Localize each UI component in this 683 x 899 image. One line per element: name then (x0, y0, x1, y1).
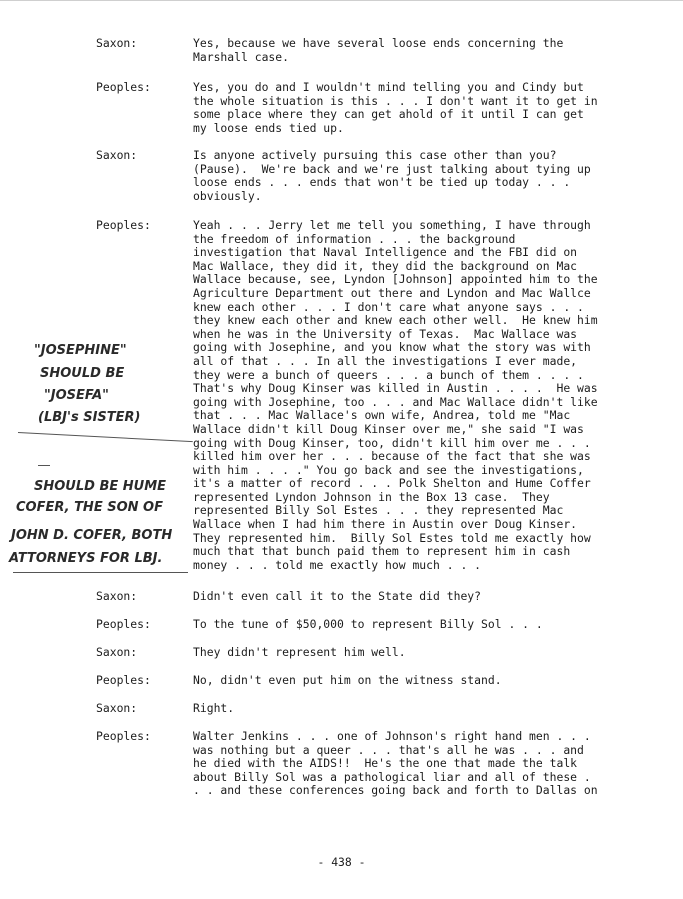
note-josephine-line1: "JOSEPHINE" (34, 343, 127, 358)
speech-line: investigation that Naval Intelligence and the FBI did on (193, 245, 578, 260)
speech-line: about Billy Sol was a pathological liar and all of these . (193, 769, 591, 784)
speech-line: Mac Wallace, they did it, they did the background on Mac (193, 258, 578, 273)
speaker-label: Peoples: (96, 80, 151, 94)
speech-line: Right. (193, 701, 235, 715)
speech-line: it's a matter of record . . . Polk Shelton and Hume Coffer (193, 476, 591, 491)
speech-line: with him . . . ." You go back and see the investigations, (193, 462, 584, 477)
speech-line: my loose ends tied up. (193, 120, 344, 135)
speech-line: Yeah . . . Jerry let me tell you something, I have through (193, 218, 591, 232)
speaker-label: Saxon: (96, 148, 138, 162)
speech-line: Agriculture Department out there and Lyndon and Mac Wallce (193, 285, 591, 300)
speech-text (193, 618, 673, 632)
note-cofer-line4: ATTORNEYS FOR LBJ. (9, 551, 163, 566)
speech-line: that . . . Mac Wallace's own wife, Andrea, told me "Mac (193, 408, 571, 423)
annotation-underline (13, 572, 188, 573)
speaker-label: Peoples: (96, 617, 151, 631)
speech-text (193, 674, 673, 688)
speaker-label: Saxon: (96, 589, 138, 603)
speech-text (193, 730, 673, 798)
speech-line: was nothing but a queer . . . that's all he was . . . and (193, 742, 584, 757)
speech-line: much that that bunch paid them to represent him in cash (193, 544, 571, 559)
speech-line: they knew each other and knew each other well. He knew him (193, 313, 598, 328)
speech-line: To the tune of $50,000 to represent Billy Sol . . . (193, 617, 543, 631)
page-top-edge (0, 0, 683, 1)
speaker-label: Saxon: (96, 701, 138, 715)
page-number: - 438 - (317, 855, 366, 869)
speech-line: knew each other . . . I don't care what anyone says . . . (193, 299, 584, 314)
speech-line: Is anyone actively pursuing this case other than you? (193, 148, 557, 162)
speaker-label: Saxon: (96, 645, 138, 659)
speech-line: No, didn't even put him on the witness stand. (193, 673, 502, 687)
speech-line: represented Billy Sol Estes . . . they represented Mac (193, 503, 564, 518)
speech-text (193, 219, 673, 572)
speech-text (193, 590, 673, 604)
speech-line: represented Lyndon Johnson in the Box 13 case. They (193, 489, 550, 504)
speech-line: loose ends . . . ends that won't be tied up today . . . (193, 175, 571, 190)
speech-text (193, 149, 673, 203)
speaker-label: Peoples: (96, 673, 151, 687)
speech-line: Wallace didn't kill Doug Kinser over me," she said "I was (193, 421, 584, 436)
speech-line: Walter Jenkins . . . one of Johnson's right hand men . . . (193, 729, 591, 743)
speech-text (193, 702, 673, 716)
speech-line: the whole situation is this . . . I don't want it to get in (193, 93, 598, 108)
note-cofer-line1: SHOULD BE HUME (34, 479, 167, 494)
speech-line: going with Doug Kinser, too, didn't kill him over me . . . (193, 435, 591, 450)
speech-line: going with Josephine, too . . . and Mac Wallace didn't like (193, 394, 598, 409)
speech-line: That's why Doug Kinser was killed in Austin . . . . He was (193, 381, 598, 396)
note-josephine-line4: (LBJ's SISTER) (38, 410, 141, 425)
note-josephine-line3: "JOSEFA" (44, 388, 109, 403)
speaker-label: Peoples: (96, 729, 151, 743)
speech-line: all of that . . . In all the investigations I ever made, (193, 353, 578, 368)
speech-line: Didn't even call it to the State did they? (193, 589, 482, 603)
speech-line: Wallace when I had him there in Austin over Doug Kinser. (193, 517, 578, 532)
speech-text (193, 37, 673, 64)
note-cofer-line2: COFER, THE SON OF (16, 500, 163, 515)
speech-line: They represented him. Billy Sol Estes told me exactly how (193, 530, 591, 545)
note-josephine-line2: SHOULD BE (40, 366, 125, 381)
speech-line: some place where they can get ahold of it until I can get (193, 107, 584, 122)
speech-line: obviously. (193, 188, 262, 203)
note-cofer-line3: JOHN D. COFER, BOTH (11, 528, 173, 543)
speaker-label: Peoples: (96, 218, 151, 232)
speech-line: killed him over her . . . because of the fact that she was (193, 449, 591, 464)
speech-line: he died with the AIDS!! He's the one that made the talk (193, 756, 578, 771)
speech-line: when he was in the University of Texas. Mac Wallace was (193, 326, 578, 341)
speech-text (193, 646, 673, 660)
speaker-label: Saxon: (96, 36, 138, 50)
speech-line: Marshall case. (193, 49, 290, 64)
speech-line: Wallace because, see, Lyndon [Johnson] appointed him to the (193, 272, 598, 287)
speech-text (193, 81, 673, 135)
speech-line: money . . . told me exactly how much . . . (193, 557, 482, 572)
speech-line: Yes, you do and I wouldn't mind telling you and Cindy but (193, 80, 584, 94)
annotation-pointer-line (18, 432, 193, 442)
annotation-dash (38, 465, 50, 466)
speech-line: Yes, because we have several loose ends concerning the (193, 36, 564, 50)
speech-line: . . and these conferences going back and forth to Dallas on (193, 783, 598, 798)
speech-line: They didn't represent him well. (193, 645, 406, 659)
speech-line: the freedom of information . . . the background (193, 231, 516, 246)
speech-line: going with Josephine, and you know what the story was with (193, 340, 591, 355)
speech-line: they were a bunch of queers . . . a bunch of them . . . . (193, 367, 584, 382)
speech-line: (Pause). We're back and we're just talking about tying up (193, 161, 591, 176)
